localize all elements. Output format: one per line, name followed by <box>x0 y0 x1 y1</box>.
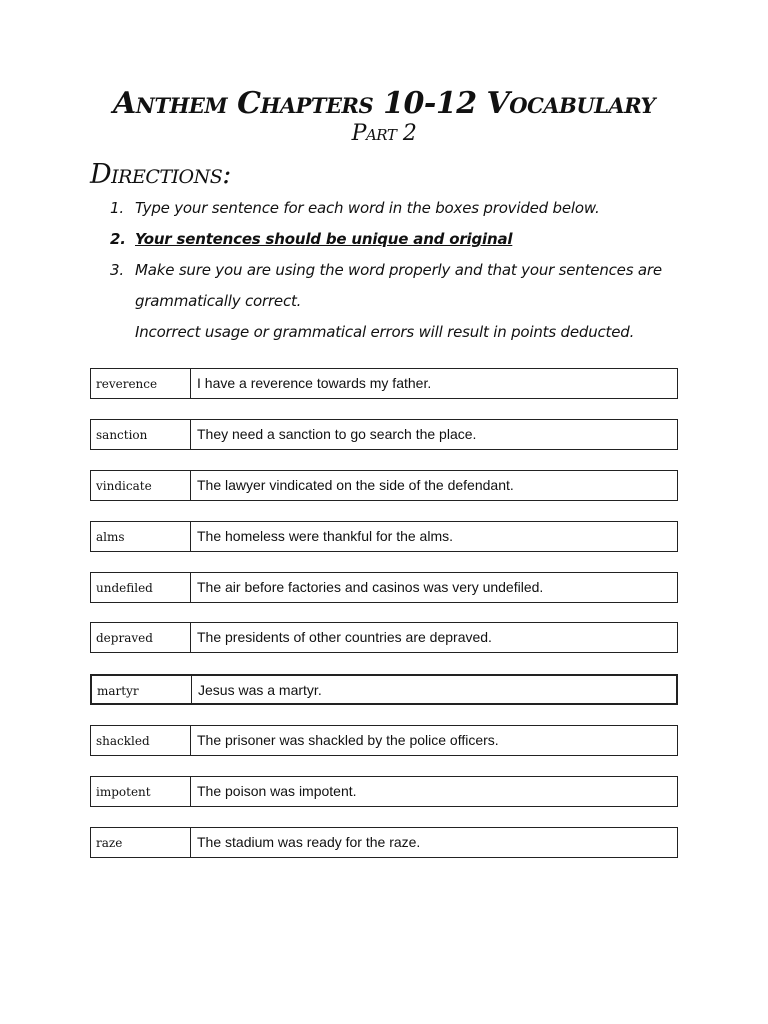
direction-item <box>110 255 680 317</box>
direction-item <box>110 224 680 255</box>
vocab-sentence-field[interactable]: They need a sanction to go search the place. <box>197 426 477 442</box>
directions-note: Incorrect usage or grammatical errors will result in points deducted. <box>135 323 635 341</box>
direction-number: 3. <box>110 261 124 279</box>
direction-text: Make sure you are using the word properly and that your sentences are grammatically correct. <box>135 261 662 310</box>
vocab-sentence-field[interactable]: The air before factories and casinos was very undefiled. <box>197 579 544 595</box>
direction-item <box>110 193 680 224</box>
vocab-row <box>90 776 678 807</box>
vocab-row <box>90 572 678 603</box>
vocab-sentence-field[interactable]: The homeless were thankful for the alms. <box>197 528 454 544</box>
vocab-row <box>90 419 678 450</box>
vocab-word: undefiled <box>91 573 191 602</box>
page-title: Anthem Chapters 10-12 Vocabulary <box>112 86 656 121</box>
vocab-row <box>90 368 678 399</box>
vocab-row <box>90 622 678 653</box>
vocab-word: impotent <box>91 777 191 806</box>
direction-number: 1. <box>110 199 124 217</box>
vocab-row <box>90 725 678 756</box>
vocab-word: raze <box>91 828 191 857</box>
vocab-word: vindicate <box>91 471 191 500</box>
vocab-row <box>90 674 678 705</box>
vocab-word: shackled <box>91 726 191 755</box>
vocab-word: alms <box>91 522 191 551</box>
vocab-sentence-field[interactable]: The presidents of other countries are depraved. <box>197 629 492 645</box>
direction-text: Type your sentence for each word in the boxes provided below. <box>135 199 600 217</box>
direction-text: Your sentences should be unique and original <box>135 230 513 248</box>
vocab-row <box>90 521 678 552</box>
direction-number: 2. <box>110 230 126 248</box>
vocab-row <box>90 827 678 858</box>
vocab-word: martyr <box>92 676 192 703</box>
vocab-sentence-field[interactable]: The stadium was ready for the raze. <box>197 834 421 850</box>
directions-heading: Directions: <box>90 159 231 190</box>
directions-list <box>110 193 680 348</box>
vocab-sentence-field[interactable]: Jesus was a martyr. <box>198 682 322 698</box>
vocab-sentence-field[interactable]: I have a reverence towards my father. <box>197 375 432 391</box>
vocab-word: reverence <box>91 369 191 398</box>
vocab-sentence-field[interactable]: The lawyer vindicated on the side of the defendant. <box>197 477 514 493</box>
vocab-word: depraved <box>91 623 191 652</box>
vocab-word: sanction <box>91 420 191 449</box>
vocab-sentence-field[interactable]: The prisoner was shackled by the police officers. <box>197 732 499 748</box>
vocab-row <box>90 470 678 501</box>
page-subtitle: Part 2 <box>351 121 417 146</box>
vocab-sentence-field[interactable]: The poison was impotent. <box>197 783 357 799</box>
